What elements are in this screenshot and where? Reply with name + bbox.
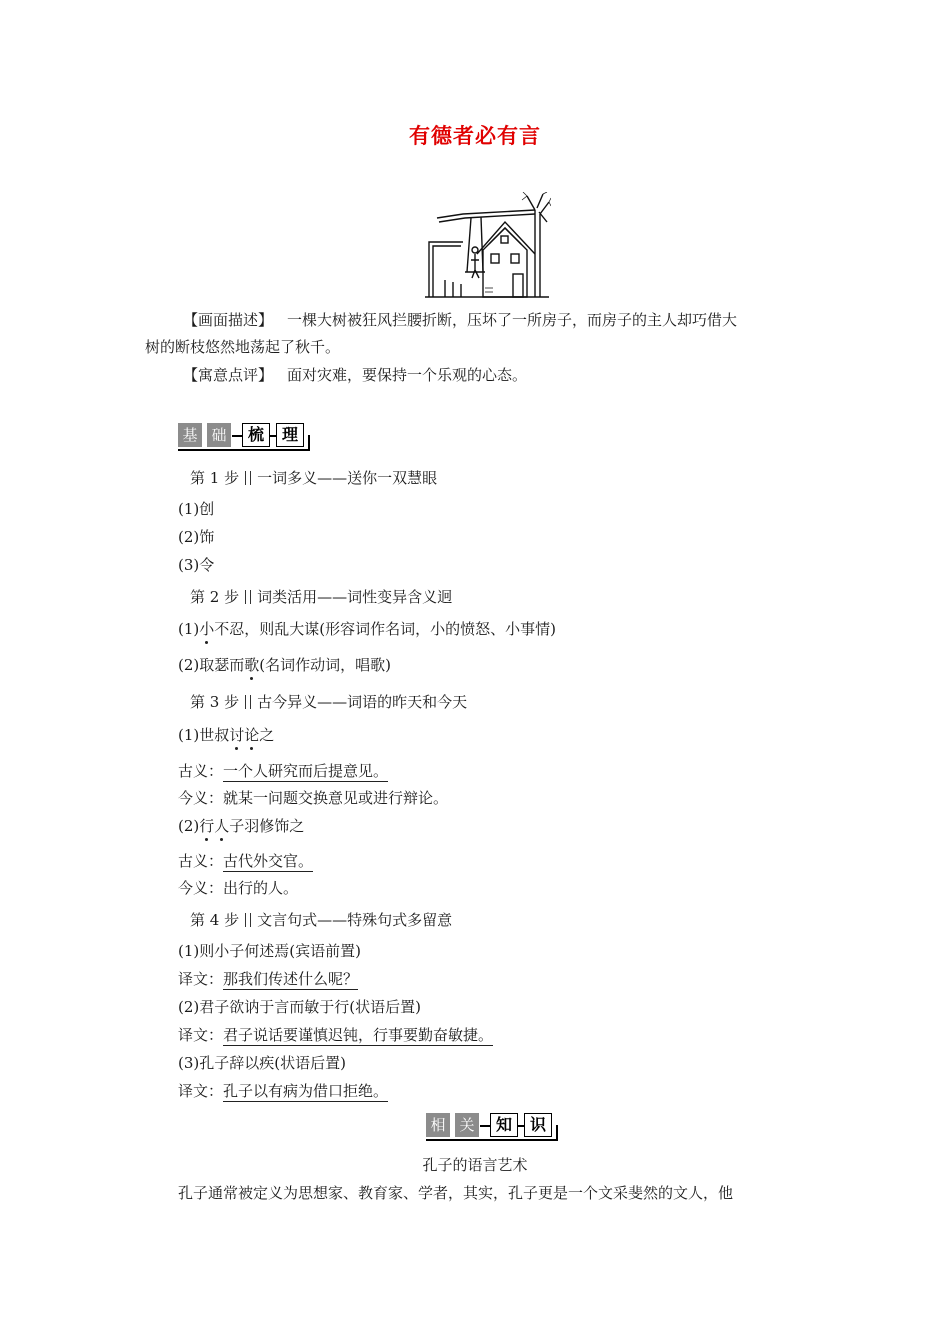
knowledge-heading: 孔子的语言艺术 [422, 1156, 528, 1174]
step1-item-1: (1)创 [178, 500, 215, 518]
banner-char-1: 相 [426, 1113, 450, 1137]
step4-title: 文言句式——特殊句式多留意 [257, 911, 453, 929]
section-banner-knowledge [426, 1113, 558, 1139]
step2-item-1: (1)小不忍，则乱大谋(形容词作名词，小的愤怒、小事情) [178, 620, 556, 638]
page-title: 有德者必有言 [409, 123, 541, 148]
banner-char-3: 梳 [242, 423, 270, 447]
emphasis-char: 人 [214, 817, 230, 835]
step3-item-1-modern: 今义：就某一问题交换意见或进行辩论。 [178, 789, 449, 807]
step2-heading [190, 586, 452, 608]
step4-item-2-translation: 译文：君子说话要谨慎迟钝，行事要勤奋敏捷。 [178, 1026, 494, 1044]
section-banner-basics [178, 423, 310, 449]
emphasis-char: 论 [244, 726, 260, 744]
step1-label: 第 1 步 [190, 469, 240, 487]
step4-heading [190, 909, 452, 931]
step3-label: 第 3 步 [190, 693, 240, 711]
step1-heading [190, 467, 437, 489]
step4-item-3-translation: 译文：孔子以有病为借口拒绝。 [178, 1082, 389, 1100]
step4-item-1: (1)则小子何述焉(宾语前置) [178, 942, 361, 960]
answer-underlined: 君子说话要谨慎迟钝，行事要勤奋敏捷。 [223, 1026, 494, 1044]
step3-item-1-ancient: 古义：一个人研究而后提意见。 [178, 762, 389, 780]
picture-description-line1 [183, 309, 737, 331]
emphasis-char: 行 [199, 817, 215, 835]
step4-item-2: (2)君子欲讷于言而敏于行(状语后置) [178, 998, 421, 1016]
picture-comment-text: 面对灾难，要保持一个乐观的心态。 [287, 366, 528, 384]
banner-char-2: 关 [455, 1113, 479, 1137]
step4-item-3: (3)孔子辞以疾(状语后置) [178, 1054, 346, 1072]
emphasis-char: 小 [199, 620, 215, 638]
banner-char-1: 基 [178, 423, 202, 447]
banner-char-4: 识 [524, 1113, 552, 1137]
picture-comment [183, 364, 527, 386]
answer-underlined: 古代外交官。 [223, 852, 314, 870]
tree-house-swing-illustration [423, 192, 551, 302]
step4-label: 第 4 步 [190, 911, 240, 929]
step1-item-2: (2)饰 [178, 528, 215, 546]
answer-underlined: 孔子以有病为借口拒绝。 [223, 1082, 389, 1100]
step3-item-2: (2)行人子羽修饰之 [178, 817, 305, 835]
step2-title: 词类活用——词性变异含义迥 [257, 588, 453, 606]
banner-char-4: 理 [276, 423, 304, 447]
step3-title: 古今异义——词语的昨天和今天 [257, 693, 468, 711]
step3-item-2-modern: 今义：出行的人。 [178, 879, 299, 897]
banner-char-2: 础 [207, 423, 231, 447]
picture-description-label: 【画面描述】 [183, 311, 274, 329]
banner-char-3: 知 [490, 1113, 518, 1137]
step2-label: 第 2 步 [190, 588, 240, 606]
step4-item-1-translation: 译文：那我们传述什么呢？ [178, 970, 359, 988]
picture-description-line2: 树的断枝悠然地荡起了秋千。 [145, 338, 341, 356]
step1-item-3: (3)令 [178, 556, 215, 574]
knowledge-paragraph: 孔子通常被定义为思想家、教育家、学者，其实，孔子更是一个文采斐然的文人，他 [178, 1184, 734, 1202]
step2-item-2: (2)取瑟而歌(名词作动词，唱歌) [178, 656, 391, 674]
picture-description-text: 一棵大树被狂风拦腰折断，压坏了一所房子，而房子的主人却巧借大 [287, 311, 738, 329]
step1-title: 一词多义——送你一双慧眼 [257, 469, 438, 487]
step3-item-2-ancient: 古义：古代外交官。 [178, 852, 314, 870]
emphasis-char: 歌 [244, 656, 260, 674]
step3-heading [190, 691, 467, 713]
answer-underlined: 一个人研究而后提意见。 [223, 762, 389, 780]
emphasis-char: 讨 [229, 726, 245, 744]
picture-comment-label: 【寓意点评】 [183, 366, 274, 384]
answer-underlined: 那我们传述什么呢？ [223, 970, 359, 988]
step3-item-1: (1)世叔讨论之 [178, 726, 275, 744]
